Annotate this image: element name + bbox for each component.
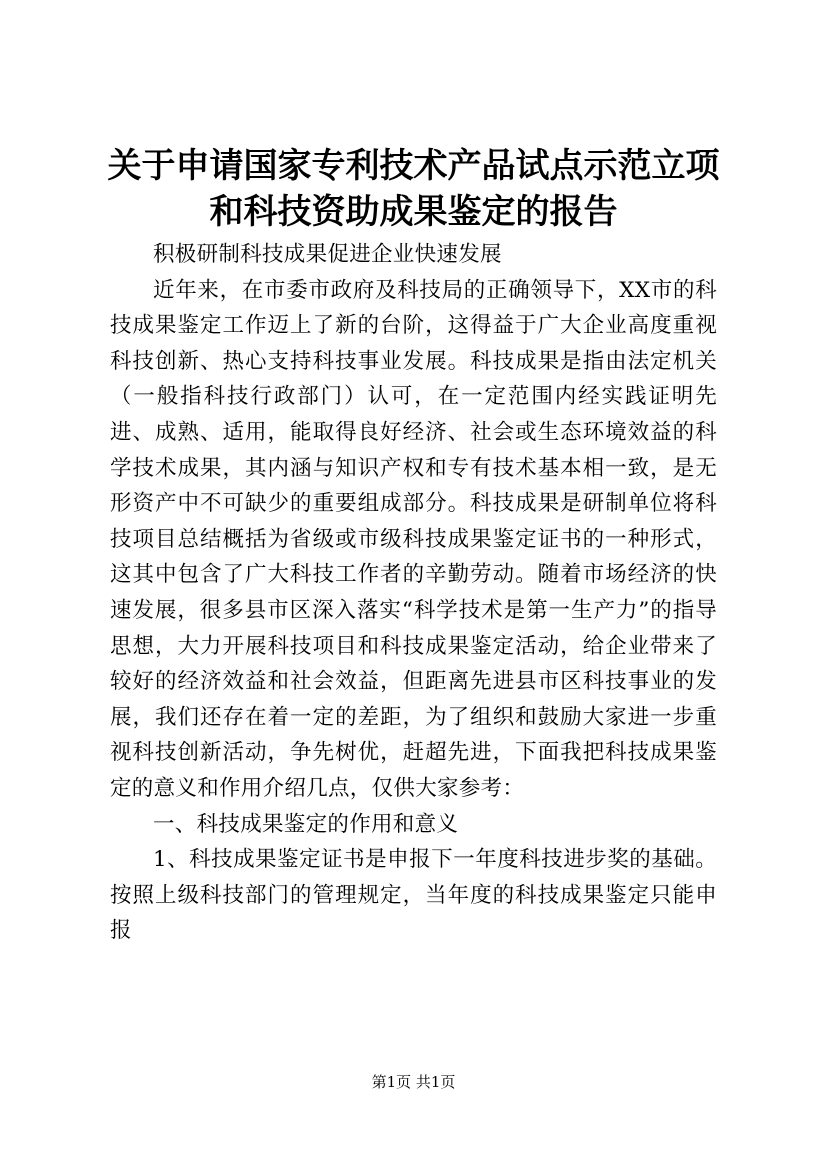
page-number-label: 第1页 共1页 — [371, 1073, 456, 1091]
subtitle-paragraph: 积极研制科技成果促进企业快速发展 — [153, 242, 502, 267]
document-title: 关于申请国家专利技术产品试点示范立项和科技资助成果鉴定的报告 — [107, 146, 720, 232]
intro-paragraph: 近年来，在市委市政府及科技局的正确领导下，XX市的科技成果鉴定工作迈上了新的台阶，这得益于广大企业高度重视科技创新、热心支持科技事业发展。科技成果是指由法定机关（一般指科技行政部门）认可，在一定范围内经实践证明先进、成熟、适用，能取得良好经济、社会或生态环境效益的科学技术成果，其内涵与知识产权和专有技术基本相一致，是无形资产中不可缺少的重要组成部分。科技成果是研制单位将科技项目总结概括为省级或市级科技成果鉴定证书的一种形式，这其中包含了广大科技工作者的辛勤劳动。随着市场经济的快速发展，很多县市区深入落实“科学技术是第一生产力”的指导思想，大力开展科技项目和科技成果鉴定活动，给企业带来了较好的经济效益和社会效益，但距离先进县市区科技事业的发展，我们还存在着一定的差距，为了组织和鼓励大家进一步重视科技创新活动，争先树优，赶超先进，下面我把科技成果鉴定的意义和作用介绍几点，仅供大家参考： — [110, 277, 717, 801]
point-one-paragraph: 1、科技成果鉴定证书是申报下一年度科技进步奖的基础。按照上级科技部门的管理规定，当年度的科技成果鉴定只能申报 — [110, 847, 717, 944]
document-body — [110, 237, 717, 949]
page-footer — [0, 1072, 827, 1092]
section-heading: 一、科技成果鉴定的作用和意义 — [153, 811, 459, 837]
